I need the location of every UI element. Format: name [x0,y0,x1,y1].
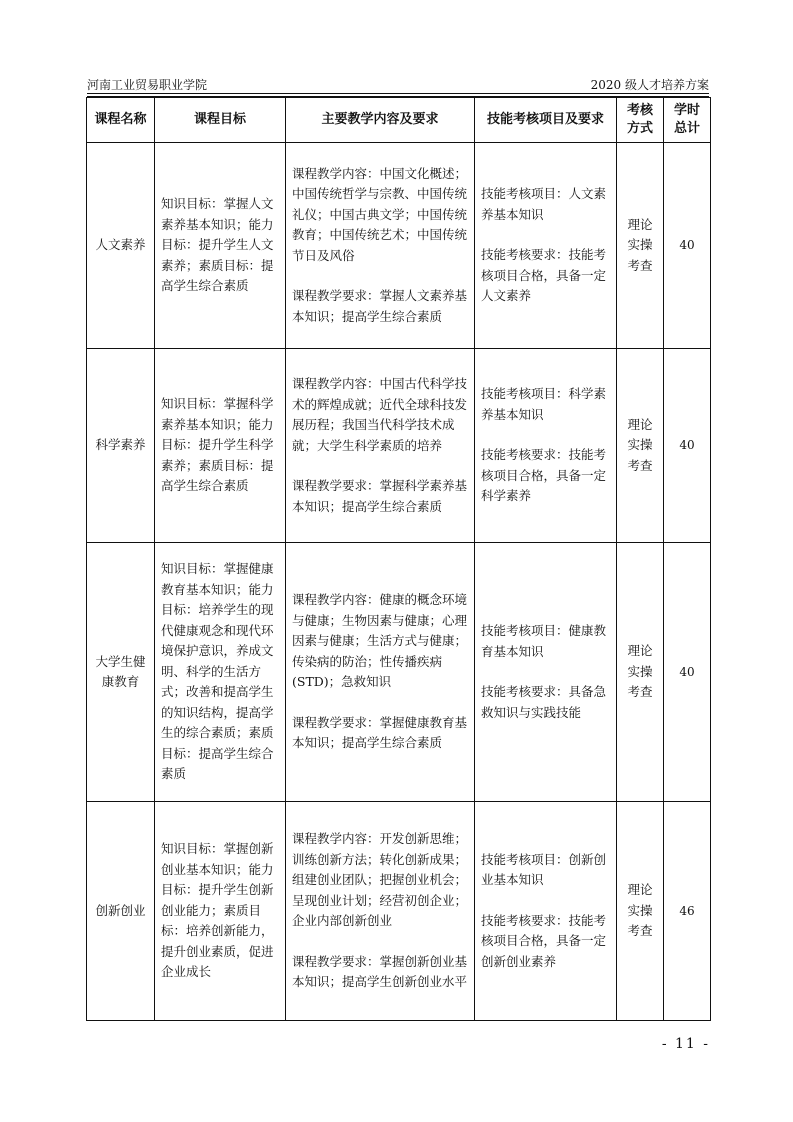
skill-assessment-cell [475,349,617,543]
teaching-requirement-text: 课程教学要求：掌握人文素养基本知识；提高学生综合素质 [292,288,468,324]
teaching-content-cell [286,349,475,543]
table-row [87,543,711,802]
column-header-course-goal: 课程目标 [155,98,286,143]
skill-item-text: 技能考核项目：创新创业基本知识 [481,851,607,888]
skill-assessment-cell [475,802,617,1021]
table-row [87,802,711,1021]
skill-item-text: 技能考核项目：人文素养基本知识 [481,186,607,222]
column-header-hours-line2: 总计 [673,121,700,136]
skill-requirement-text: 技能考核要求：技能考核项目合格，具备一定人文素养 [481,247,607,304]
table-row [87,349,711,543]
column-header-method-line2: 方式 [626,121,653,136]
skill-assessment-cell [475,143,617,349]
teaching-content-text: 课程教学内容：开发创新思维；训练创新方法；转化创新成果；组建创业团队；把握创业机会；呈现创业计划；经营初创企业；企业内部创新创业 [292,831,468,929]
header-school-name: 河南工业贸易职业学院 [87,78,208,92]
teaching-content-text: 课程教学内容：中国文化概述；中国传统哲学与宗教、中国传统礼仪；中国古典文学；中国传统教育；中国传统艺术；中国传统节日及风俗 [292,165,468,263]
course-name-cell: 人文素养 [87,143,155,349]
total-hours-cell: 40 [664,349,711,543]
course-name-cell: 创新创业 [87,802,155,1021]
course-table [86,97,711,1021]
skill-requirement-text: 技能考核要求：技能考核项目合格，具备一定创新创业素养 [481,912,607,969]
skill-item-text: 技能考核项目：健康教育基本知识 [481,623,607,659]
course-goal-cell: 知识目标：掌握人文素养基本知识；能力目标：提升学生人文素养；素质目标：提高学生综合素质 [155,143,286,349]
header-rule-thick [87,93,709,94]
teaching-content-cell [286,802,475,1021]
teaching-requirement-text: 课程教学要求：掌握科学素养基本知识；提高学生综合素质 [292,478,468,514]
total-hours-cell: 46 [664,802,711,1021]
teaching-requirement-text: 课程教学要求：掌握创新创业基本知识；提高学生创新创业水平 [292,953,468,990]
page-header [87,77,709,93]
assessment-method-cell: 理论实操考查 [617,143,664,349]
column-header-total-hours [664,98,711,143]
course-goal-cell: 知识目标：掌握健康教育基本知识；能力目标：培养学生的现代健康观念和现代环境保护意识，养成文明、科学的生活方式；改善和提高学生的知识结构，提高学生的综合素质；素质目标：提高学生综合素质 [155,543,286,802]
column-header-teaching-content: 主要教学内容及要求 [286,98,475,143]
assessment-method-cell: 理论实操考查 [617,802,664,1021]
teaching-content-cell [286,143,475,349]
header-plan-title: 2020 级人才培养方案 [590,78,709,92]
teaching-requirement-text: 课程教学要求：掌握健康教育基本知识；提高学生综合素质 [292,714,468,751]
page-number: - 11 - [661,1036,710,1052]
skill-requirement-text: 技能考核要求：技能考核项目合格，具备一定科学素养 [481,447,607,504]
total-hours-cell: 40 [664,143,711,349]
column-header-method-line1: 考核 [626,103,653,118]
table-header-row [87,98,711,143]
column-header-assessment-method [617,98,664,143]
assessment-method-cell: 理论实操考查 [617,349,664,543]
column-header-skill-assessment: 技能考核项目及要求 [475,98,617,143]
table-row [87,143,711,349]
teaching-content-cell [286,543,475,802]
column-header-hours-line1: 学时 [673,103,700,118]
teaching-content-text: 课程教学内容：健康的概念环境与健康；生物因素与健康；心理因素与健康；生活方式与健康；传染病的防治；性传播疾病(STD)；急救知识 [292,592,468,690]
course-goal-cell: 知识目标：掌握创新创业基本知识；能力目标：提升学生创新创业能力；素质目标：培养创新能力，提升创业素质，促进企业成长 [155,802,286,1021]
course-name-cell: 科学素养 [87,349,155,543]
skill-assessment-cell [475,543,617,802]
assessment-method-cell: 理论实操考查 [617,543,664,802]
skill-item-text: 技能考核项目：科学素养基本知识 [481,386,607,422]
course-name-cell: 大学生健康教育 [87,543,155,802]
course-goal-cell: 知识目标：掌握科学素养基本知识；能力目标：提升学生科学素养；素质目标：提高学生综合素质 [155,349,286,543]
skill-requirement-text: 技能考核要求：具备急救知识与实践技能 [481,684,607,720]
teaching-content-text: 课程教学内容：中国古代科学技术的辉煌成就；近代全球科技发展历程；我国当代科学技术成就；大学生科学素质的培养 [292,376,468,453]
total-hours-cell: 40 [664,543,711,802]
column-header-course-name: 课程名称 [87,98,155,143]
